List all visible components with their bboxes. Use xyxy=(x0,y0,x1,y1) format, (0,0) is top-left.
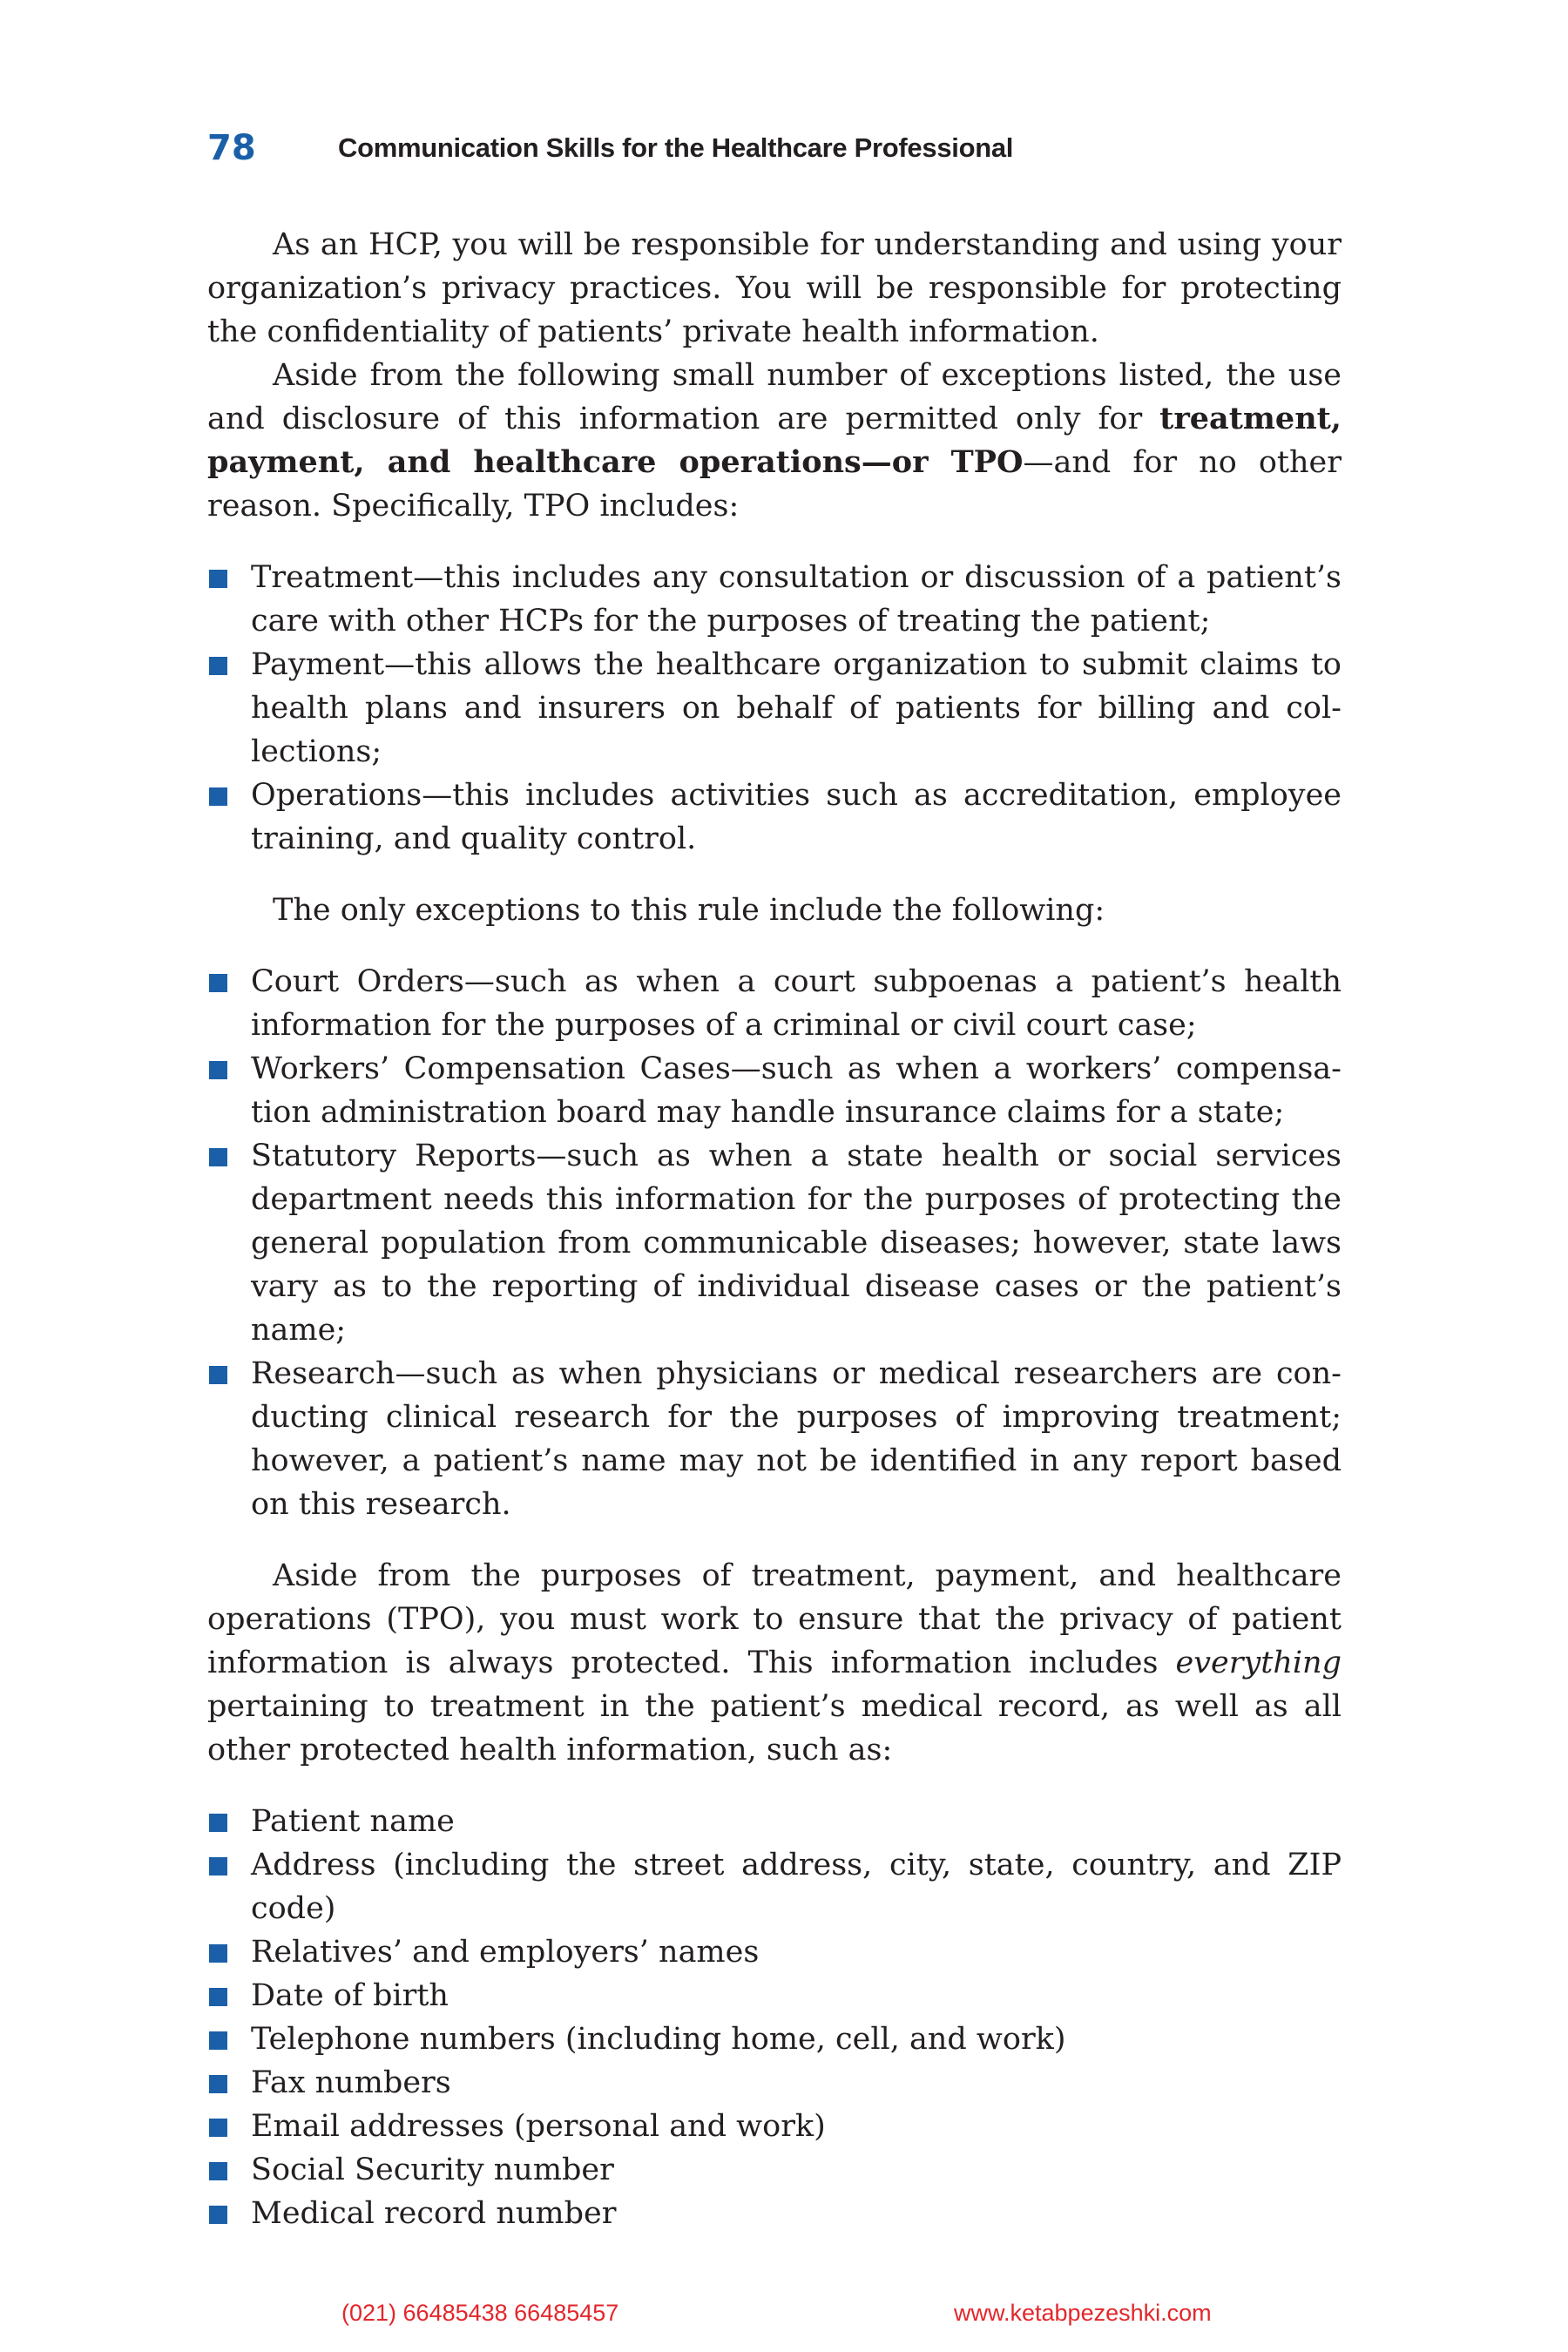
list-item xyxy=(207,2148,1342,2192)
list-item xyxy=(207,1047,1342,1134)
square-bullet-icon xyxy=(209,1148,227,1166)
square-bullet-icon xyxy=(209,2119,227,2137)
exceptions-list xyxy=(207,960,1342,1526)
square-bullet-icon xyxy=(209,570,227,588)
square-bullet-icon xyxy=(209,2075,227,2093)
privacy-text-end: pertaining to treatment in the patient’s medical record, as well as all other protected health information, such as: xyxy=(207,1689,1342,1767)
list-item xyxy=(207,556,1342,643)
list-item-text: Medical record number xyxy=(251,2196,617,2231)
running-header xyxy=(207,122,1342,174)
list-item-text: Patient name xyxy=(251,1804,455,1839)
list-item-text: Date of birth xyxy=(251,1978,449,2013)
running-title: Communication Skills for the Healthcare Professional xyxy=(338,132,1014,163)
square-bullet-icon xyxy=(209,1944,227,1963)
emphasis-everything: everything xyxy=(1175,1646,1342,1680)
paragraph-hcp-responsibility: As an HCP, you will be responsible for understanding and using your organization’s privacy practices. You will be responsible for protecting the confidentiality of patients’ private health information. xyxy=(207,227,1342,349)
list-item-text: Statutory Reports—such as when a state health or social services department needs this information for the purposes of protecting the general population from communicable diseases; however, state laws vary as to the reporting of individual disease cases or the patient’s name; xyxy=(251,1139,1342,1348)
spacer xyxy=(207,528,1342,556)
square-bullet-icon xyxy=(209,2206,227,2224)
square-bullet-icon xyxy=(209,1366,227,1384)
list-item-text: Address (including the street address, city, state, country, and ZIP code) xyxy=(251,1848,1342,1926)
list-item xyxy=(207,643,1342,774)
square-bullet-icon xyxy=(209,2162,227,2180)
list-item xyxy=(207,1134,1342,1352)
square-bullet-icon xyxy=(209,657,227,675)
list-item xyxy=(207,2017,1342,2061)
list-item xyxy=(207,1352,1342,1526)
list-item xyxy=(207,2061,1342,2105)
spacer xyxy=(207,932,1342,960)
square-bullet-icon xyxy=(209,1988,227,2006)
tpo-bold-term: treatment, payment, and healthcare operations—or TPO xyxy=(207,401,1342,480)
footer-phone: (021) 66485438 66485457 xyxy=(341,2300,619,2326)
list-item-text: Court Orders—such as when a court subpoenas a patient’s health information for the purposes of a criminal or civil court case; xyxy=(251,964,1342,1043)
square-bullet-icon xyxy=(209,787,227,806)
square-bullet-icon xyxy=(209,2031,227,2050)
page-body xyxy=(207,223,1342,2235)
paragraph-privacy-protection xyxy=(207,1554,1342,1772)
list-item-text: Social Security number xyxy=(251,2153,614,2187)
list-item-text: Treatment—this includes any consultation or discussion of a patient’s care with other HCPs for the purposes of treating the patient; xyxy=(251,560,1342,639)
square-bullet-icon xyxy=(209,1061,227,1079)
list-item xyxy=(207,1974,1342,2017)
paragraph-tpo-intro xyxy=(207,354,1342,528)
paragraph-exceptions-intro: The only exceptions to this rule include the following: xyxy=(273,893,1105,928)
spacer xyxy=(207,1772,1342,1800)
list-item xyxy=(207,1800,1342,1843)
list-item-text: Email addresses (personal and work) xyxy=(251,2109,826,2144)
list-item xyxy=(207,774,1342,861)
tpo-list xyxy=(207,556,1342,861)
spacer xyxy=(207,861,1342,889)
list-item-text: Operations—this includes activities such as accreditation, employee training, and quality control. xyxy=(251,778,1342,856)
tpo-intro-text: Aside from the following small number of exceptions listed, the use and disclosure of this information are permitted only for xyxy=(207,358,1342,436)
list-item-text: Research—such as when physicians or medical researchers are conducting clinical research for the purposes of improving treatment; however, a patient’s name may not be identified in any report based on this research. xyxy=(251,1356,1342,1522)
list-item-text: Fax numbers xyxy=(251,2065,451,2100)
list-item-text: Workers’ Compensation Cases—such as when a workers’ compensation administration board may handle insurance claims for a state; xyxy=(251,1051,1342,1130)
list-item xyxy=(207,2192,1342,2235)
phi-list xyxy=(207,1800,1342,2235)
tpo-intro-end: —and for no other reason. Specifically, TPO includes: xyxy=(207,445,1342,524)
list-item xyxy=(207,2105,1342,2148)
list-item-text: Telephone numbers (including home, cell, and work) xyxy=(251,2022,1066,2057)
square-bullet-icon xyxy=(209,1814,227,1832)
page-number: 78 xyxy=(207,128,256,168)
list-item xyxy=(207,1930,1342,1974)
list-item-text: Payment—this allows the healthcare organization to submit claims to health plans and insurers on behalf of patients for billing and collections; xyxy=(251,647,1342,769)
square-bullet-icon xyxy=(209,1857,227,1876)
list-item xyxy=(207,960,1342,1047)
privacy-text: Aside from the purposes of treatment, payment, and healthcare operations (TPO), you must work to ensure that the privacy of patient information is always protected. This information includes xyxy=(207,1558,1342,1680)
footer-url: www.ketabpezeshki.com xyxy=(954,2300,1212,2326)
list-item xyxy=(207,1843,1342,1930)
spacer xyxy=(207,1526,1342,1554)
list-item-text: Relatives’ and employers’ names xyxy=(251,1935,760,1970)
square-bullet-icon xyxy=(209,974,227,992)
page-footer xyxy=(0,2300,1568,2331)
